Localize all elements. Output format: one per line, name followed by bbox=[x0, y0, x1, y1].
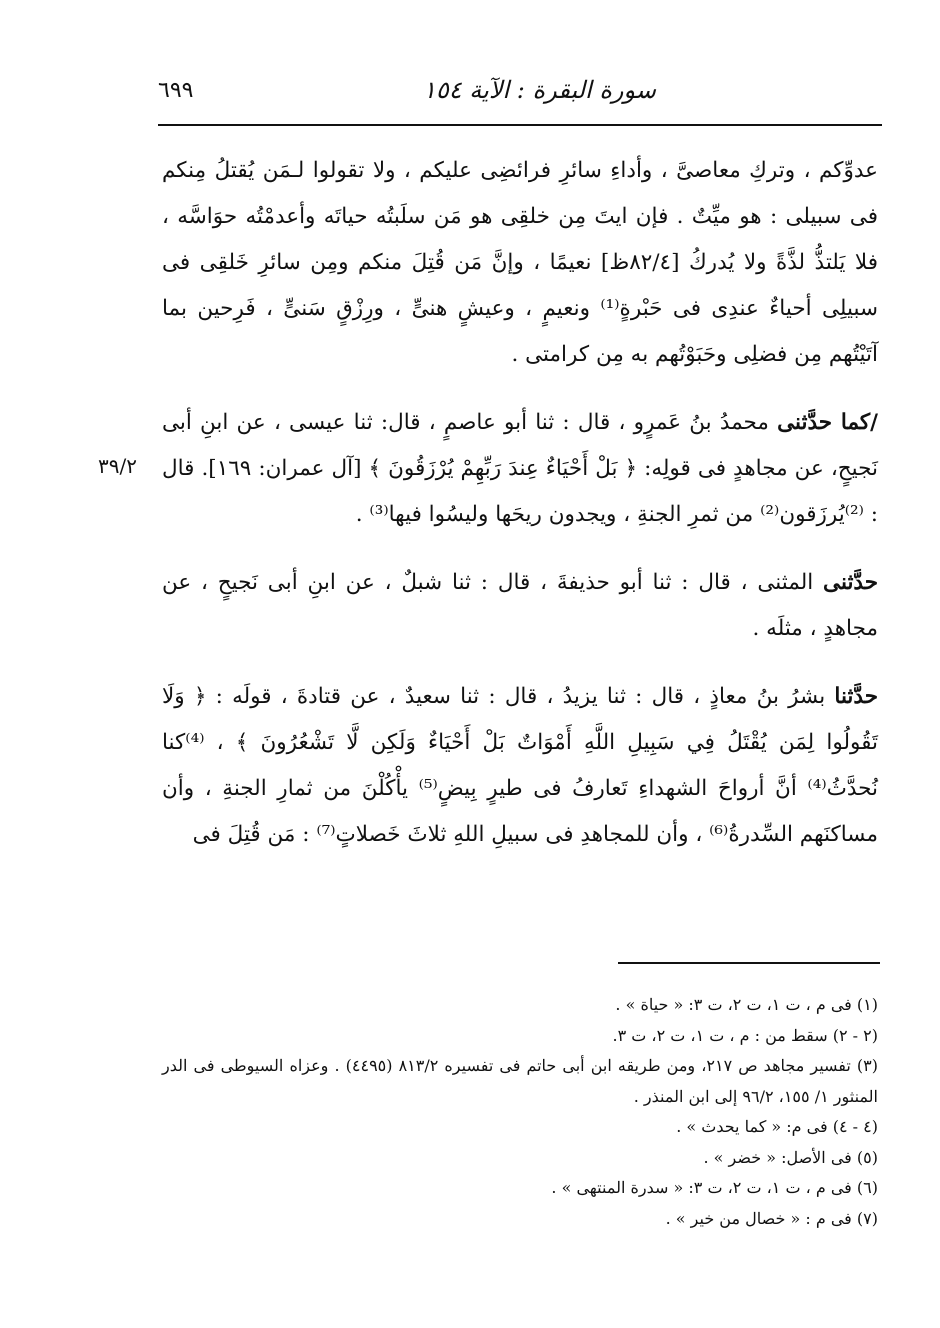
paragraph-3 bbox=[162, 560, 878, 652]
footnote-1: (١) فى م ، ت ١، ت ٢، ت ٣: « حياة » . bbox=[615, 995, 878, 1014]
margin-reference: ٣٩/٢ bbox=[98, 454, 137, 478]
page-number: ٦٩٩ bbox=[158, 78, 194, 103]
paragraph-text: محمدُ بنُ عَمرٍو ، قال : ثنا أبو عاصمٍ ، قال: ثنا عيسى ، عن ابنِ أبى نَجيحٍ، عن مجاهدٍ فى قولِه: ﴿ بَلْ أَحْيَاءٌ عِندَ رَبِّهِمْ يُرْزَقُونَ ﴾ [آل عمران: ١٦٩]. قال : ⁽²⁾يُرزَقون⁽²⁾ من ثمرِ الجنةِ ، ويجدون ريحَها وليسُوا فيها⁽³⁾ . bbox=[162, 410, 878, 527]
paragraph-2 bbox=[162, 400, 878, 538]
paragraph-4 bbox=[162, 674, 878, 858]
footnote-2: (٢ - ٢) سقط من : م ، ت ١، ت ٢، ت ٣. bbox=[612, 1025, 878, 1045]
header-rule bbox=[158, 124, 882, 126]
footnote-rule bbox=[618, 962, 880, 964]
footnotes bbox=[162, 990, 878, 1234]
paragraph-text: المثنى ، قال : ثنا أبو حذيفةَ ، قال : ثنا شبلٌ ، عن ابنِ أبى نَجيحٍ ، عن مجاهدٍ ، مثلَه . bbox=[162, 570, 878, 641]
paragraph-lead: حدَّثنى bbox=[823, 570, 878, 595]
main-text bbox=[162, 148, 878, 858]
header-title: سورة البقرة : الآية ١٥٤ bbox=[422, 76, 656, 104]
running-header bbox=[158, 68, 882, 118]
footnote-7: (٧) فى م : « خصال من خير » . bbox=[665, 1208, 878, 1228]
footnote-6: (٦) فى م ، ت ١، ت ٢، ت ٣: « سدرة المنتهى » . bbox=[551, 1178, 878, 1197]
footnote-5: (٥) فى الأصل: « خضر » . bbox=[703, 1147, 878, 1167]
paragraph-1 bbox=[162, 148, 878, 378]
paragraph-lead: /كما حدَّثنى bbox=[777, 410, 878, 435]
paragraph-text: بشرُ بنُ معاذٍ ، قال : ثنا يزيدُ ، قال : ثنا سعيدٌ ، عن قتادةَ ، قولَه : ﴿ وَلَا تَقُولُوا لِمَن يُقْتَلُ فِي سَبِيلِ اللَّهِ أَمْوَاتٌ بَلْ أَحْيَاءٌ وَلَكِن لَّا تَشْعُرُونَ ﴾ ، ⁽⁴⁾كنا نُحدَّثُ⁽⁴⁾ أنَّ أرواحَ الشهداءِ تَعارفُ فى طيرٍ بِيضٍ⁽⁵⁾ يأْكُلْنَ من ثمارِ الجنةِ ، وأن مساكنَهم السِّدرةُ⁽⁶⁾ ، وأن للمجاهدِ فى سبيلِ اللهِ ثلاثَ خَصلاتٍ⁽⁷⁾ : مَن قُتِلَ فى bbox=[162, 684, 878, 847]
footnote-4: (٤ - ٤) فى م: « كما يحدث » . bbox=[676, 1117, 878, 1136]
paragraph-text: عدوِّكم ، وتركِ معاصىَّ ، وأداءِ سائرِ فرائضِى عليكم ، ولا تقولوا لـمَن يُقتلُ مِنكم فى سبيلى : هو ميِّتٌ . فإن ايتَ مِن خلقِى هو مَن سلَبتُه حياتَه وأعدمْتُه حوَاسَّه ، فلا يَلتذُّ لذَّةً ولا يُدركُ [٨٢/٤ظ] نعيمًا ، وإنَّ مَن قُتِلَ منكم ومِن سائرِ خَلقِى فى سبيلِى أحياءٌ عندِى فى حَبْرةٍ⁽¹⁾ ونعيمٍ ، وعيشٍ هنىٍّ ، ورِزْقٍ سَنىٍّ ، فَرِحين بما آتَيْتُهم مِن فضلِى وحَبَوْتُهم به مِن كرامتى . bbox=[162, 158, 878, 367]
paragraph-lead: حدَّثنا bbox=[834, 684, 878, 709]
footnote-3: (٣) تفسير مجاهد ص ٢١٧، ومن طريقه ابن أبى حاتم فى تفسيره ٨١٣/٢ (٤٤٩٥) . وعزاه السيوطى فى الدر المنثور ١/ ١٥٥، ٩٦/٢ إلى ابن المنذر . bbox=[162, 1056, 879, 1106]
